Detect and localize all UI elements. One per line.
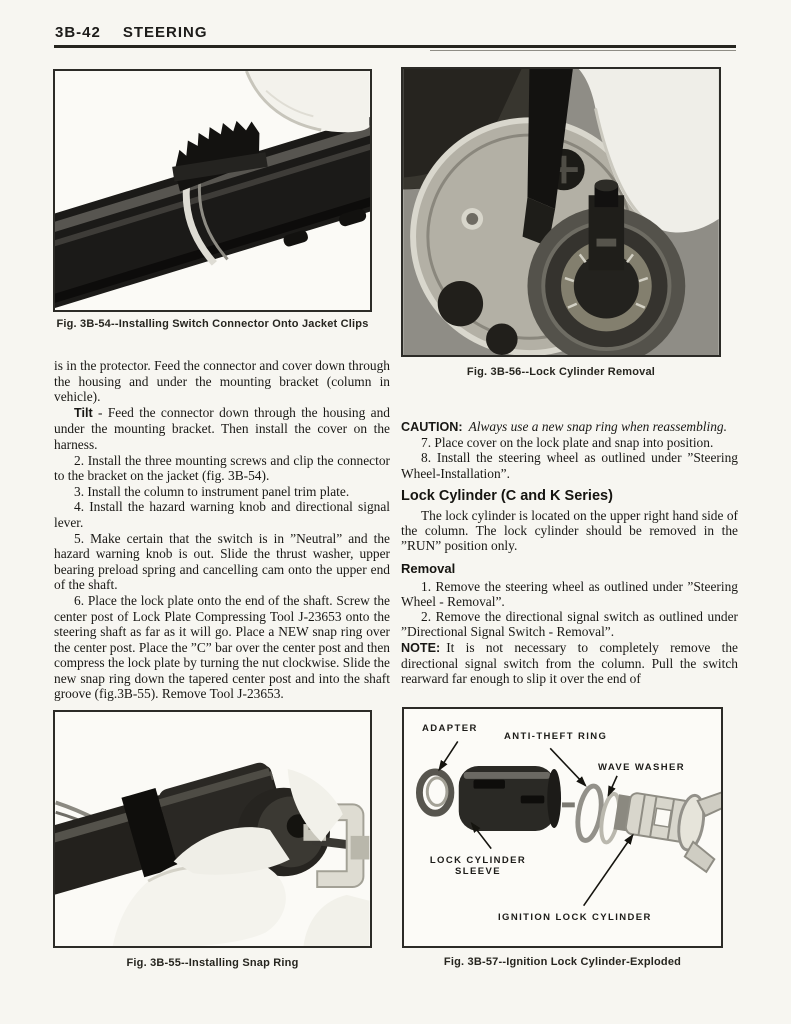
step-3: 3. Install the column to instrument panel trim plate. bbox=[74, 483, 350, 499]
installing-snap-ring-photo bbox=[55, 712, 370, 946]
tilt-paragraph bbox=[54, 405, 390, 453]
page-title: STEERING bbox=[122, 24, 208, 41]
page-header bbox=[55, 24, 208, 41]
label-wave-washer: WAVE WASHER bbox=[598, 762, 686, 773]
step-4: 4. Install the hazard warning knob and directional signal lever. bbox=[54, 499, 390, 530]
tilt-label: Tilt bbox=[74, 405, 93, 420]
step-2: 2. Install the three mounting screws and clip the connector to the bracket on the jacket (fig. 3B-54). bbox=[54, 452, 390, 484]
fig-3b57-caption: Fig. 3B-57--Ignition Lock Cylinder-Exploded bbox=[443, 956, 682, 968]
fig-3b54-photo bbox=[53, 69, 372, 312]
step-6: 6. Place the lock plate onto the end of the shaft. Screw the center post of Lock Plate Compressing Tool J-23653 onto the steering shaft as far as it will go. Place a NEW snap ring over the center post. Place the ”C” bar over the center post and then compress the lock plate by turning the nut clockwise. Slide the new snap ring down the tapered center post and into the shaft groove (fig.3B-55). Remove Tool J-23653. bbox=[54, 592, 390, 702]
step-5: 5. Make certain that the switch is in ”Neutral” and the hazard warning knob is out. Slide the thrust washer, upper bearing preload spring and cancelling cam onto the upper end of the shaft. bbox=[54, 530, 390, 593]
label-adapter: ADAPTER bbox=[422, 723, 478, 734]
step-7: 7. Place cover on the lock plate and snap into position. bbox=[421, 435, 714, 451]
note-text: It is not necessary to completely remove the directional signal switch from the column. Pull the switch rearward far enough to slip it over the end of bbox=[401, 639, 738, 687]
fig-3b57-diagram bbox=[402, 707, 723, 948]
steering-column-jacket-photo bbox=[55, 71, 370, 310]
paragraph-continuation: is in the protector. Feed the connector and cover down through the housing and under the mounting bracket (column in vehicle). bbox=[54, 358, 390, 405]
tilt-text: - Feed the connector down through the housing and under the mounting bracket. Then install the cover on the harness. bbox=[54, 404, 390, 452]
fig-3b54-caption: Fig. 3B-54--Installing Switch Connector Onto Jacket Clips bbox=[56, 318, 369, 330]
label-ignition-lock-cylinder: IGNITION LOCK CYLINDER bbox=[498, 912, 652, 923]
label-anti-theft-ring: ANTI-THEFT RING bbox=[504, 731, 608, 742]
caution-text: Always use a new snap ring when reassembling. bbox=[468, 419, 727, 434]
fig-3b56-caption: Fig. 3B-56--Lock Cylinder Removal bbox=[466, 366, 656, 378]
step-8: 8. Install the steering wheel as outlined under ”Steering Wheel-Installation”. bbox=[401, 450, 738, 481]
label-lock-cylinder-sleeve bbox=[418, 855, 538, 877]
header-rule-shadow bbox=[430, 50, 736, 51]
page-number: 3B-42 bbox=[55, 24, 101, 41]
lock-cylinder-removal-photo bbox=[403, 69, 719, 355]
fig-3b55-photo bbox=[53, 710, 372, 948]
right-text-column bbox=[401, 419, 738, 686]
removal-step-2: 2. Remove the directional signal switch as outlined under ”Directional Signal Switch - Removal”. bbox=[401, 609, 738, 640]
label-lock-cylinder-sleeve-line2: SLEEVE bbox=[455, 866, 501, 877]
removal-heading: Removal bbox=[401, 560, 456, 576]
fig-3b56-photo bbox=[401, 67, 721, 357]
ignition-lock-cylinder-exploded-drawing bbox=[404, 709, 721, 946]
removal-step-1: 1. Remove the steering wheel as outlined under ”Steering Wheel - Removal”. bbox=[401, 578, 738, 610]
note-label: NOTE: bbox=[401, 640, 441, 655]
note-paragraph bbox=[401, 640, 738, 687]
left-text-column bbox=[54, 358, 390, 702]
header-rule bbox=[54, 45, 736, 48]
caution-label: CAUTION: bbox=[401, 420, 463, 434]
lock-cylinder-sleeve-part bbox=[459, 766, 561, 831]
section-heading-lock-cylinder: Lock Cylinder (C and K Series) bbox=[401, 487, 613, 504]
fig-3b55-caption: Fig. 3B-55--Installing Snap Ring bbox=[126, 957, 299, 969]
connector-pin bbox=[562, 802, 575, 807]
caution-paragraph bbox=[401, 419, 738, 435]
label-lock-cylinder-sleeve-line1: LOCK CYLINDER bbox=[429, 855, 527, 866]
section-intro: The lock cylinder is located on the upper right hand side of the column. The lock cylinder should be removed in the ”RUN” position only. bbox=[401, 508, 738, 554]
